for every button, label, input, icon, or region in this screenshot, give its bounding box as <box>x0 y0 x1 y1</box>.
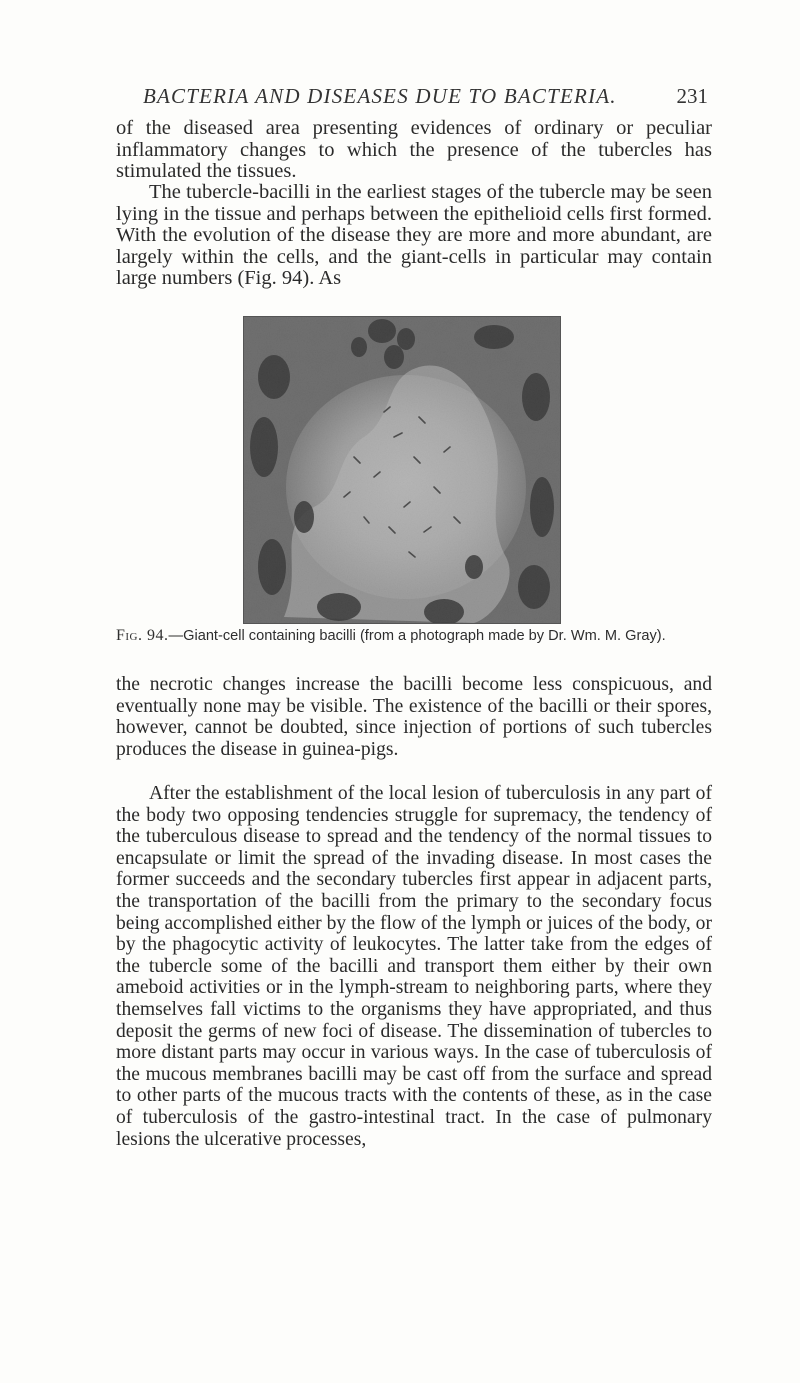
figure-caption <box>116 627 736 645</box>
figure-caption-text: —Giant-cell containing bacilli (from a photograph made by Dr. Wm. M. Gray). <box>168 628 666 644</box>
figure-label: Fig. 94. <box>116 627 169 644</box>
paragraph-3: the necrotic changes increase the bacilli become less conspicuous, and eventually none may be visible. The existence of the bacilli or their spores, however, cannot be doubted, since injection of portions of such tubercles produces the disease in guinea-pigs. <box>116 674 712 760</box>
running-header <box>143 84 708 114</box>
micrograph-figure <box>243 316 561 624</box>
paragraph-2: The tubercle-bacilli in the earliest stages of the tubercle may be seen lying in the tissue and perhaps between the epithelioid cells first formed. With the evolution of the disease they are more and more abundant, are largely within the cells, and the giant-cells in particular may contain large numbers (Fig. 94). As <box>116 181 712 290</box>
paragraph-4: After the establishment of the local lesion of tuberculosis in any part of the body two opposing tendencies struggle for supremacy, the tendency of the tuberculous disease to spread and the tendency of the normal tissues to encapsulate or limit the spread of the invading disease. In most cases the former succeeds and the secondary tubercles first appear in adjacent parts, the transportation of the bacilli from the primary to the secondary focus being accomplished either by the flow of the lymph or juices of the body, or by the phagocytic activity of leukocytes. The latter take from the edges of the tubercle some of the bacilli and transport them either by their own ameboid activities or in the lymph-stream to neighboring parts, where they themselves fall victims to the organisms they have appropriated, and thus deposit the germs of new foci of disease. The dissemination of tubercles to more distant parts may occur in various ways. In the case of tuberculosis of the mucous membranes bacilli may be cast off from the surface and spread to other parts of the mucous tracts with the contents of these, as in the case of tuberculosis of the gastro-intestinal tract. In the case of pulmonary lesions the ulcerative processes, <box>116 783 712 1150</box>
paragraph-1: of the diseased area presenting evidences of ordinary or peculiar inflammatory changes to which the presence of the tubercles has stimulated the tissues. <box>116 117 712 183</box>
page-number: 231 <box>676 84 708 108</box>
running-title: BACTERIA AND DISEASES DUE TO BACTERIA. <box>143 84 617 108</box>
giant-cell-micrograph <box>244 317 560 623</box>
